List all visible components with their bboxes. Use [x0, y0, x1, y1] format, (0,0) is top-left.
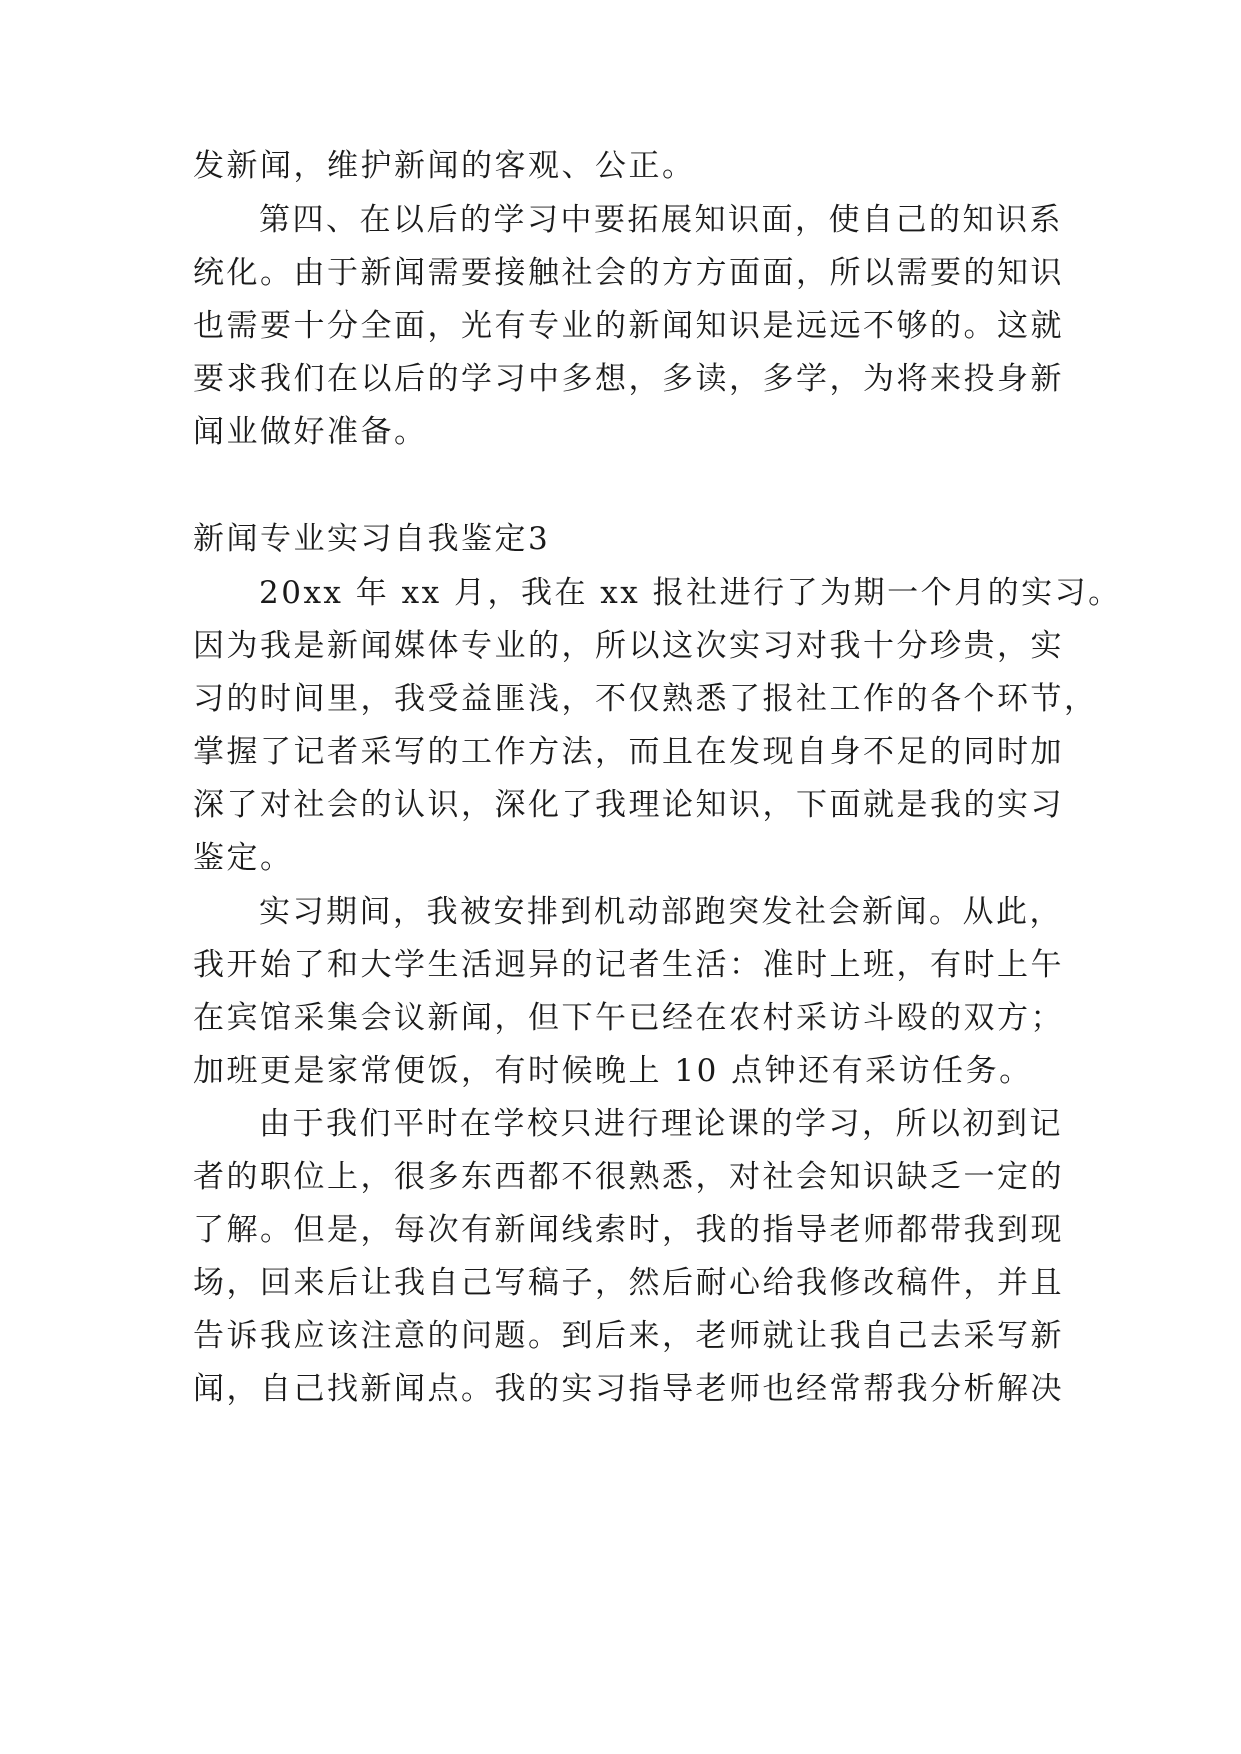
paragraph-line: 也需要十分全面，光有专业的新闻知识是远远不够的。这就 — [193, 308, 1064, 344]
paragraph-line: 闻业做好准备。 — [193, 414, 428, 450]
paragraph-line: 鉴定。 — [193, 840, 294, 876]
paragraph-line: 要求我们在以后的学习中多想，多读，多学，为将来投身新 — [193, 361, 1064, 397]
paragraph-line: 场，回来后让我自己写稿子，然后耐心给我修改稿件，并且 — [193, 1265, 1064, 1301]
paragraph-line: 加班更是家常便饭，有时候晚上 10 点钟还有采访任务。 — [193, 1053, 1033, 1089]
paragraph-line: 因为我是新闻媒体专业的，所以这次实习对我十分珍贵，实 — [193, 628, 1064, 664]
paragraph-line: 实习期间，我被安排到机动部跑突发社会新闻。从此， — [259, 894, 1063, 930]
paragraph-line: 了解。但是，每次有新闻线索时，我的指导老师都带我到现 — [193, 1212, 1064, 1248]
paragraph-line: 告诉我应该注意的问题。到后来，老师就让我自己去采写新 — [193, 1318, 1064, 1354]
paragraph-line: 闻，自己找新闻点。我的实习指导老师也经常帮我分析解决 — [193, 1371, 1064, 1407]
paragraph-line: 习的时间里，我受益匪浅，不仅熟悉了报社工作的各个环节， — [193, 681, 1098, 717]
paragraph-line: 第四、在以后的学习中要拓展知识面，使自己的知识系 — [259, 202, 1063, 238]
paragraph-line: 者的职位上，很多东西都不很熟悉，对社会知识缺乏一定的 — [193, 1159, 1064, 1195]
paragraph-line: 由于我们平时在学校只进行理论课的学习，所以初到记 — [259, 1106, 1063, 1142]
paragraph-line: 20xx 年 xx 月，我在 xx 报社进行了为期一个月的实习。 — [259, 575, 1122, 611]
paragraph-line: 统化。由于新闻需要接触社会的方方面面，所以需要的知识 — [193, 255, 1064, 291]
paragraph-line: 掌握了记者采写的工作方法，而且在发现自身不足的同时加 — [193, 734, 1064, 770]
paragraph-line: 发新闻，维护新闻的客观、公正。 — [193, 148, 696, 184]
paragraph-line: 我开始了和大学生活迥异的记者生活：准时上班，有时上午 — [193, 947, 1064, 983]
paragraph-line: 在宾馆采集会议新闻，但下午已经在农村采访斗殴的双方； — [193, 1000, 1064, 1036]
paragraph-line: 深了对社会的认识，深化了我理论知识，下面就是我的实习 — [193, 787, 1064, 823]
section-title: 新闻专业实习自我鉴定3 — [193, 521, 551, 557]
